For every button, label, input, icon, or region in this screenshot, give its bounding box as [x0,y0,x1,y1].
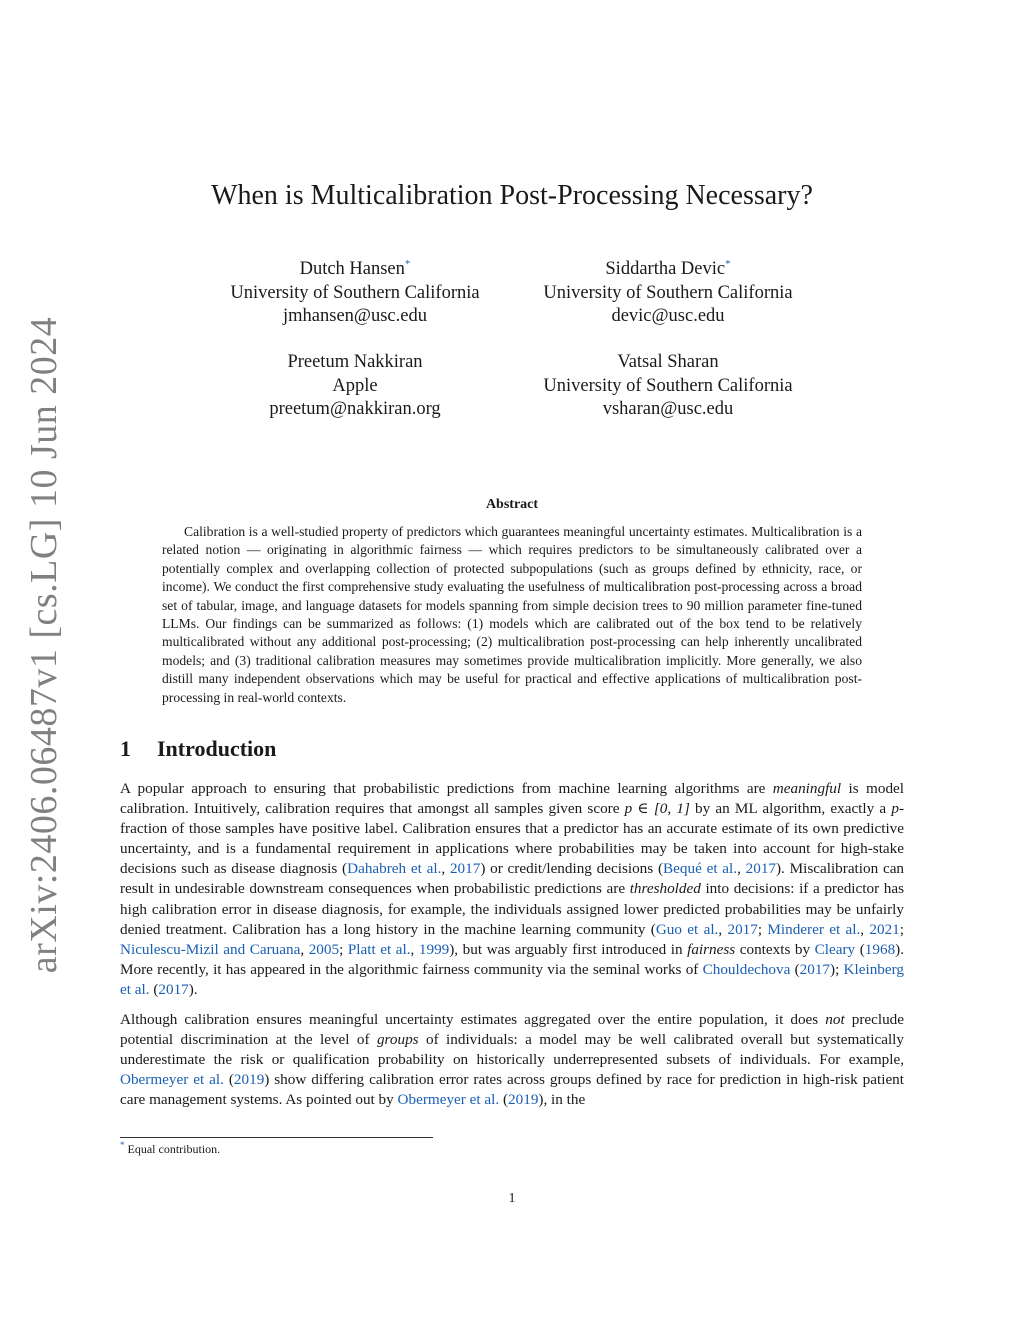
equal-contribution-mark: * [404,257,411,270]
author-email: jmhansen@usc.edu [283,306,427,326]
citation-link[interactable]: Platt et al. [347,940,411,958]
author-name: Preetum Nakkiran [287,352,423,372]
author-name: Vatsal Sharan [617,352,719,372]
citation-link[interactable]: Bequé et al. [663,860,738,878]
citation-link[interactable]: Niculescu-Mizil and Caruana [120,940,301,958]
intro-paragraph-1: A popular approach to ensuring that probabilistic predictions from machine learning algorithms are meaningful is model calibration. Intuitively, calibration requires that amongst all samples given score p ∈ [0, 1] by an ML algorithm, exactly a p-fraction of those samples have positive label. Calibration ensures that a predictor has an accurate estimate of its own predictive uncertainty, and is a fundamental requirement in applications where probabilities may be taken into account for high-stake decisions such as disease diagnosis (Dahabreh et al., 2017) or credit/lending decisions (Bequé et al., 2017). Miscalibration can result in undesirable downstream consequences when probabilistic predictions are thresholded into decisions: if a predictor has high calibration error in disease diagnosis, for example, the individuals assigned lower predicted probabilities may be unfairly denied treatment. Calibration has a long history in the machine learning community (Guo et al., 2017; Minderer et al., 2021; Niculescu-Mizil and Caruana, 2005; Platt et al., 1999), but was arguably first introduced in fairness contexts by Cleary (1968). More recently, it has appeared in the algorithmic fairness community via the seminal works of Chouldechova (2017); Kleinberg et al. (2017). [120,780,905,998]
author-email: devic@usc.edu [611,306,725,326]
author-affiliation: University of Southern California [230,282,480,303]
citation-year-link[interactable]: 2017 [158,980,189,998]
citation-link[interactable]: Chouldechova [702,960,791,978]
citation-year-link[interactable]: 1968 [864,940,896,958]
author-email: vsharan@usc.edu [602,399,734,419]
citation-year-link[interactable]: 2019 [508,1091,539,1109]
author-affiliation: University of Southern California [543,282,793,303]
footnote-mark: * [120,1140,125,1150]
author-block [498,351,838,422]
section-number: 1 [120,736,131,761]
citation-year-link[interactable]: 2021 [869,920,900,938]
citation-year-link[interactable]: 1999 [418,940,450,958]
footnote [120,1142,220,1157]
citation-link[interactable]: Cleary [814,940,856,958]
author-email: preetum@nakkiran.org [269,399,441,419]
equal-contribution-mark: * [725,257,731,270]
author-name: Siddartha Devic [605,259,726,279]
citation-year-link[interactable]: 2017 [745,860,776,878]
section-title: Introduction [157,736,277,761]
abstract-heading: Abstract [485,497,539,512]
arxiv-identifier: arXiv:2406.06487v1 [cs.LG] 10 Jun 2024 [23,316,65,974]
citation-year-link[interactable]: 2005 [308,940,340,958]
author-block [185,351,525,422]
citation-link[interactable]: Dahabreh et al. [347,860,442,878]
author-block [498,258,838,329]
math-variable: p [891,800,899,818]
citation-link[interactable]: Obermeyer et al. [397,1091,500,1109]
math-expression: p ∈ [0, 1] [624,800,690,818]
footnote-rule [120,1137,433,1138]
citation-year-link[interactable]: 2017 [799,960,831,978]
page-number: 1 [508,1191,516,1206]
citation-year-link[interactable]: 2017 [727,920,758,938]
author-affiliation: University of Southern California [543,375,793,396]
citation-link[interactable]: Guo et al. [655,920,719,938]
footnote-text: Equal contribution. [124,1142,221,1156]
citation-year-link[interactable]: 2017 [449,860,481,878]
paper-title: When is Multicalibration Post-Processing Necessary? [211,180,813,211]
author-affiliation: Apple [332,375,378,396]
section-heading [120,736,276,762]
author-name: Dutch Hansen [299,259,405,279]
citation-link[interactable]: Kleinberg et al. [120,960,905,998]
citation-year-link[interactable]: 2019 [233,1071,265,1089]
author-block [185,258,525,329]
intro-paragraph-2: Although calibration ensures meaningful uncertainty estimates aggregated over the entire population, it does not preclude potential discrimination at the level of groups of individuals: a model may be well calibrated overall but systematically underestimate the risk or qualification probability on historically underrepresented subsets of individuals. For example, Obermeyer et al. (2019) show differing calibration error rates across groups defined by race for prediction in high-risk patient care management systems. As pointed out by Obermeyer et al. (2019), in the [120,1011,904,1109]
citation-link[interactable]: Minderer et al. [767,920,861,938]
abstract-text: Calibration is a well-studied property of predictors which guarantees meaningful uncertainty estimates. Multicalibration is a related notion — originating in algorithmic fairness — which requires predictors to be simultaneously calibrated over a potentially complex and overlapping collection of protected subpopulations (such as groups defined by ethnicity, race, or income). We conduct the first comprehensive study evaluating the usefulness of multicalibration post-processing across a broad set of tabular, image, and language datasets for models spanning from simple decision trees to 90 million parameter fine-tuned LLMs. Our findings can be summarized as follows: (1) models which are calibrated out of the box tend to be relatively multicalibrated without any additional post-processing; (2) multicalibration post-processing can help inherently uncalibrated models; and (3) traditional calibration measures may sometimes provide multicalibration implicitly. More generally, we also distill many independent observations which may be useful for practical and effective applications of multicalibration post-processing in real-world contexts. [162,524,862,705]
citation-link[interactable]: Obermeyer et al. [120,1071,224,1089]
